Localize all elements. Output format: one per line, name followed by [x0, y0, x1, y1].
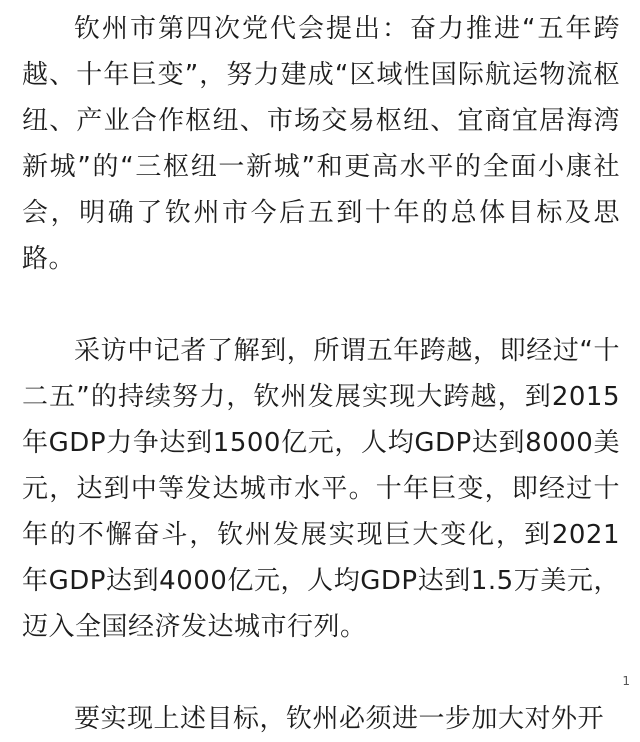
- paragraph-five-year-ten-year-targets: 采访中记者了解到，所谓五年跨越，即经过“十二五”的持续努力，钦州发展实现大跨越，到2015年GDP力争达到1500亿元，人均GDP达到8000美元，达到中等发达城市水平。十年巨变，即经过十年的不懈奋斗，钦州发展实现巨大变化，到2021年GDP达到4000亿元，人均GDP达到1.5万美元，迈入全国经济发达城市行列。: [22, 336, 620, 642]
- paragraph-opening-up: 要实现上述目标，钦州必须进一步加大对外开: [74, 704, 605, 734]
- page-marker: 1: [622, 674, 630, 688]
- article-body: [22, 6, 620, 742]
- paragraph-party-congress-goals: 钦州市第四次党代会提出：奋力推进“五年跨越、十年巨变”，努力建成“区域性国际航运物流枢纽、产业合作枢纽、市场交易枢纽、宜商宜居海湾新城”的“三枢纽一新城”和更高水平的全面小康社会，明确了钦州市今后五到十年的总体目标及思路。: [22, 14, 620, 274]
